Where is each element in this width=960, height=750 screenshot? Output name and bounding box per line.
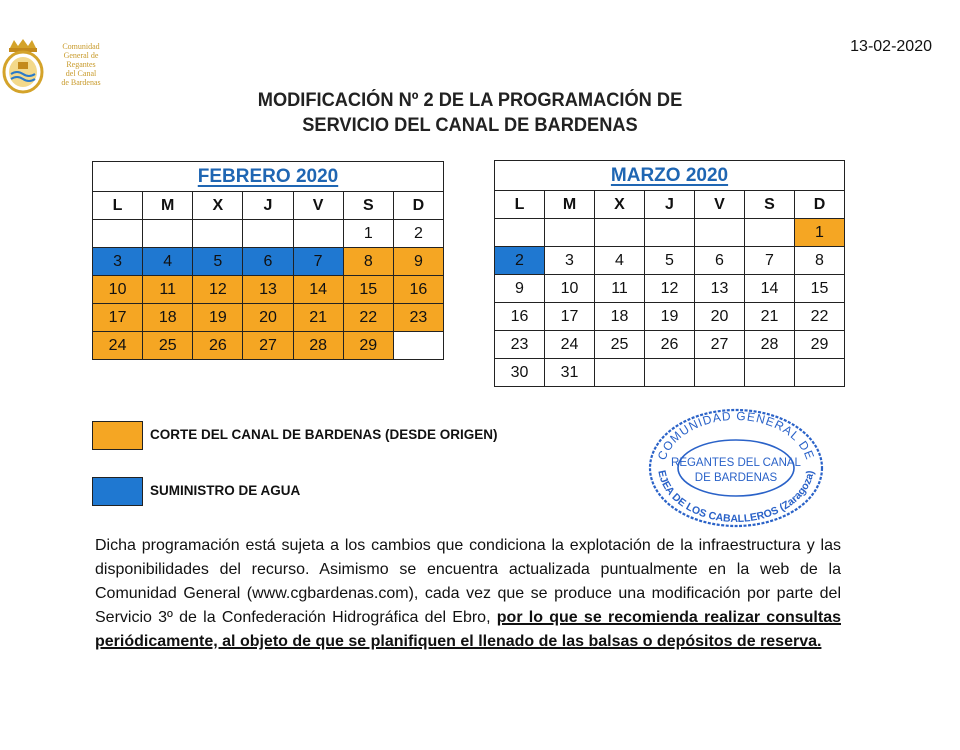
legend-swatch-blue	[92, 477, 143, 506]
calendar-week-row	[93, 276, 444, 304]
calendar-day-cell	[645, 219, 695, 247]
calendar-week-row	[93, 248, 444, 276]
calendar-week-row	[495, 247, 845, 275]
calendar-day-cell: 26	[645, 331, 695, 359]
calendar-day-cell: 24	[93, 332, 143, 360]
weekday-header: S	[745, 191, 795, 219]
calendar-day-cell: 21	[293, 304, 343, 332]
calendar-week-row	[495, 359, 845, 387]
title-line-2: SERVICIO DEL CANAL DE BARDENAS	[302, 115, 638, 136]
calendar-day-cell: 27	[695, 331, 745, 359]
weekday-header: S	[343, 192, 393, 220]
weekday-header: J	[243, 192, 293, 220]
coat-of-arms-icon	[0, 38, 46, 94]
calendar-day-cell: 19	[645, 303, 695, 331]
calendar-week-row	[93, 220, 444, 248]
calendar-day-cell: 13	[243, 276, 293, 304]
calendar-day-cell: 27	[243, 332, 293, 360]
calendar-day-cell: 21	[745, 303, 795, 331]
calendar-day-cell: 13	[695, 275, 745, 303]
calendar-february	[92, 161, 444, 360]
weekday-header: M	[545, 191, 595, 219]
calendar-day-cell	[293, 220, 343, 248]
stamp-outer-top: COMUNIDAD GENERAL DE	[654, 408, 818, 462]
title-line-1: MODIFICACIÓN Nº 2 DE LA PROGRAMACIÓN DE	[257, 90, 683, 111]
calendar-day-cell: 12	[645, 275, 695, 303]
calendar-day-cell: 6	[695, 247, 745, 275]
calendar-day-cell: 6	[243, 248, 293, 276]
calendar-day-cell: 30	[495, 359, 545, 387]
weekday-header: V	[293, 192, 343, 220]
calendar-week-row	[495, 331, 845, 359]
notice-paragraph	[95, 534, 841, 654]
organization-logo	[0, 38, 110, 98]
calendar-day-cell	[143, 220, 193, 248]
calendar-day-cell: 8	[795, 247, 845, 275]
calendar-day-cell: 7	[293, 248, 343, 276]
calendar-day-cell	[243, 220, 293, 248]
calendar-day-cell	[695, 359, 745, 387]
month-title-text: FEBRERO 2020	[197, 165, 339, 187]
calendar-day-cell: 3	[93, 248, 143, 276]
calendar-day-cell: 18	[595, 303, 645, 331]
document-title	[192, 88, 749, 138]
calendar-day-cell: 16	[393, 276, 443, 304]
weekday-header-row	[495, 191, 845, 219]
calendar-week-row	[495, 303, 845, 331]
calendar-day-cell: 11	[143, 276, 193, 304]
weekday-header: D	[795, 191, 845, 219]
weekday-header-row	[93, 192, 444, 220]
calendar-day-cell	[595, 219, 645, 247]
calendar-day-cell: 17	[545, 303, 595, 331]
calendar-day-cell: 22	[795, 303, 845, 331]
weekday-header: L	[495, 191, 545, 219]
calendar-march	[494, 160, 845, 387]
calendar-day-cell: 25	[595, 331, 645, 359]
calendar-day-cell: 23	[393, 304, 443, 332]
calendar-month-title	[495, 161, 845, 191]
calendar-day-cell	[745, 359, 795, 387]
calendar-day-cell: 8	[343, 248, 393, 276]
stamp-outer-bottom: EJEA DE LOS CABALLEROS (Zaragoza)	[655, 469, 817, 526]
calendar-day-cell: 5	[193, 248, 243, 276]
calendar-day-cell: 25	[143, 332, 193, 360]
calendar-day-cell	[795, 359, 845, 387]
calendar-day-cell: 5	[645, 247, 695, 275]
weekday-header: V	[695, 191, 745, 219]
calendar-day-cell: 10	[545, 275, 595, 303]
calendar-day-cell: 23	[495, 331, 545, 359]
weekday-header: M	[143, 192, 193, 220]
notice-emphasis: por lo que se recomienda realizar consultas periódicamente, al objeto de que se planifiquen el llenado de las balsas o depósitos de reserva.	[95, 609, 841, 650]
calendar-day-cell: 2	[495, 247, 545, 275]
calendar-day-cell: 10	[93, 276, 143, 304]
calendar-week-row	[93, 332, 444, 360]
logo-text: Comunidad General de Regantes del Canal de Bardenas	[61, 42, 101, 87]
calendar-day-cell: 14	[293, 276, 343, 304]
calendar-day-cell: 4	[143, 248, 193, 276]
calendar-day-cell: 29	[343, 332, 393, 360]
weekday-header: X	[595, 191, 645, 219]
calendar-day-cell	[393, 332, 443, 360]
calendar-day-cell	[595, 359, 645, 387]
calendar-day-cell: 26	[193, 332, 243, 360]
calendar-day-cell: 28	[745, 331, 795, 359]
calendar-day-cell	[495, 219, 545, 247]
calendar-day-cell: 18	[143, 304, 193, 332]
calendar-day-cell	[645, 359, 695, 387]
calendar-day-cell	[545, 219, 595, 247]
legend-label-suministro: SUMINISTRO DE AGUA	[150, 483, 301, 498]
weekday-header: D	[393, 192, 443, 220]
calendar-day-cell: 2	[393, 220, 443, 248]
legend-label-corte: CORTE DEL CANAL DE BARDENAS (DESDE ORIGEN)	[150, 427, 498, 442]
calendar-day-cell: 17	[93, 304, 143, 332]
calendar-day-cell: 1	[795, 219, 845, 247]
month-title-text: MARZO 2020	[610, 164, 729, 186]
calendar-day-cell: 9	[495, 275, 545, 303]
calendar-day-cell: 15	[795, 275, 845, 303]
calendar-day-cell: 14	[745, 275, 795, 303]
calendar-month-title	[93, 162, 444, 192]
calendar-day-cell: 28	[293, 332, 343, 360]
calendar-day-cell: 3	[545, 247, 595, 275]
stamp-inner-line-2: DE BARDENAS	[694, 472, 778, 484]
weekday-header: J	[645, 191, 695, 219]
calendar-day-cell: 20	[243, 304, 293, 332]
legend-swatch-orange	[92, 421, 143, 450]
calendar-day-cell	[193, 220, 243, 248]
calendar-day-cell: 31	[545, 359, 595, 387]
weekday-header: L	[93, 192, 143, 220]
calendar-day-cell	[745, 219, 795, 247]
calendar-day-cell	[695, 219, 745, 247]
calendar-day-cell: 15	[343, 276, 393, 304]
calendar-day-cell: 12	[193, 276, 243, 304]
calendar-day-cell: 16	[495, 303, 545, 331]
calendar-week-row	[495, 219, 845, 247]
calendar-day-cell	[93, 220, 143, 248]
calendar-day-cell: 4	[595, 247, 645, 275]
weekday-header: X	[193, 192, 243, 220]
calendar-day-cell: 22	[343, 304, 393, 332]
calendar-day-cell: 9	[393, 248, 443, 276]
calendar-day-cell: 24	[545, 331, 595, 359]
calendar-day-cell: 29	[795, 331, 845, 359]
notice-text: Dicha programación está sujeta a los cambios que condiciona la explotación de la infraestructura y las disponibilidades del recurso. Asimismo se encuentra actualizada puntualmente en la web de la Comunidad General (www.cgbardenas.com), cada vez que se produce una modificación por parte del Servicio 3º de la Confederación Hidrográfica del Ebro,	[95, 537, 841, 626]
official-stamp	[648, 408, 824, 528]
calendar-day-cell: 20	[695, 303, 745, 331]
svg-text:COMUNIDAD GENERAL DE	[655, 409, 818, 462]
document-date: 13-02-2020	[850, 38, 932, 55]
calendar-day-cell: 11	[595, 275, 645, 303]
stamp-inner-line-1: REGANTES DEL CANAL	[671, 457, 801, 469]
calendar-week-row	[93, 304, 444, 332]
calendar-day-cell: 19	[193, 304, 243, 332]
calendar-week-row	[495, 275, 845, 303]
calendar-day-cell: 1	[343, 220, 393, 248]
calendar-day-cell: 7	[745, 247, 795, 275]
